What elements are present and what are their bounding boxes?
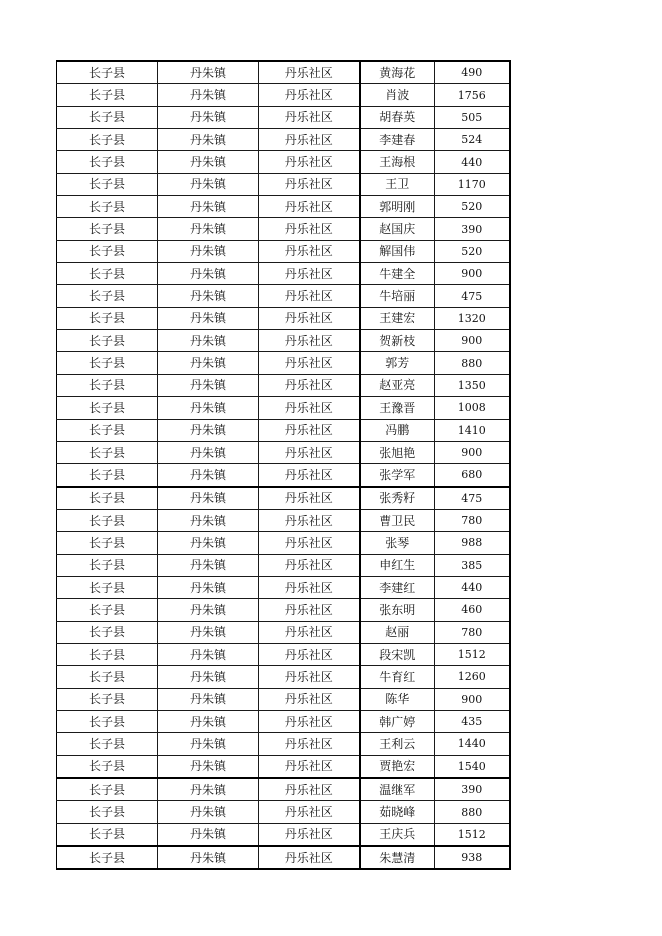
person-name-cell: 胡春英 [360, 106, 435, 128]
county-cell: 长子县 [57, 129, 158, 151]
community-cell: 丹乐社区 [259, 576, 360, 598]
table-row [57, 397, 510, 419]
town-cell: 丹朱镇 [158, 643, 259, 665]
table-row [57, 285, 510, 307]
town-cell: 丹朱镇 [158, 666, 259, 688]
person-name-cell: 李建红 [360, 576, 435, 598]
community-cell: 丹乐社区 [259, 397, 360, 419]
person-name-cell: 李建春 [360, 129, 435, 151]
county-cell: 长子县 [57, 576, 158, 598]
person-name-cell: 茹晓峰 [360, 801, 435, 823]
table-row [57, 733, 510, 755]
county-cell: 长子县 [57, 441, 158, 463]
town-cell: 丹朱镇 [158, 464, 259, 487]
town-cell: 丹朱镇 [158, 61, 259, 84]
person-name-cell: 曹卫民 [360, 509, 435, 531]
community-cell: 丹乐社区 [259, 218, 360, 240]
community-cell: 丹乐社区 [259, 464, 360, 487]
person-name-cell: 王利云 [360, 733, 435, 755]
amount-cell: 880 [435, 352, 510, 374]
community-cell: 丹乐社区 [259, 307, 360, 329]
table-row [57, 151, 510, 173]
community-cell: 丹乐社区 [259, 419, 360, 441]
person-name-cell: 韩广婷 [360, 710, 435, 732]
town-cell: 丹朱镇 [158, 441, 259, 463]
town-cell: 丹朱镇 [158, 151, 259, 173]
county-cell: 长子县 [57, 419, 158, 441]
amount-cell: 440 [435, 576, 510, 598]
person-name-cell: 张琴 [360, 532, 435, 554]
town-cell: 丹朱镇 [158, 196, 259, 218]
table-row [57, 823, 510, 846]
person-name-cell: 张学军 [360, 464, 435, 487]
amount-cell: 490 [435, 61, 510, 84]
community-cell: 丹乐社区 [259, 106, 360, 128]
table-row [57, 509, 510, 531]
town-cell: 丹朱镇 [158, 599, 259, 621]
amount-cell: 900 [435, 688, 510, 710]
person-name-cell: 赵国庆 [360, 218, 435, 240]
county-cell: 长子县 [57, 487, 158, 510]
town-cell: 丹朱镇 [158, 621, 259, 643]
table-row [57, 84, 510, 106]
amount-cell: 524 [435, 129, 510, 151]
amount-cell: 880 [435, 801, 510, 823]
amount-cell: 680 [435, 464, 510, 487]
county-cell: 长子县 [57, 733, 158, 755]
county-cell: 长子县 [57, 599, 158, 621]
amount-cell: 1410 [435, 419, 510, 441]
county-cell: 长子县 [57, 61, 158, 84]
table-row [57, 263, 510, 285]
table-row [57, 755, 510, 778]
town-cell: 丹朱镇 [158, 755, 259, 778]
person-name-cell: 赵亚亮 [360, 374, 435, 396]
town-cell: 丹朱镇 [158, 509, 259, 531]
table-row [57, 61, 510, 84]
amount-cell: 900 [435, 330, 510, 352]
amount-cell: 435 [435, 710, 510, 732]
table-row [57, 240, 510, 262]
community-cell: 丹乐社区 [259, 173, 360, 195]
town-cell: 丹朱镇 [158, 263, 259, 285]
community-cell: 丹乐社区 [259, 801, 360, 823]
table-row [57, 554, 510, 576]
person-name-cell: 陈华 [360, 688, 435, 710]
person-name-cell: 牛育红 [360, 666, 435, 688]
town-cell: 丹朱镇 [158, 554, 259, 576]
person-name-cell: 贺新枝 [360, 330, 435, 352]
county-cell: 长子县 [57, 755, 158, 778]
amount-cell: 390 [435, 218, 510, 240]
county-cell: 长子县 [57, 710, 158, 732]
table-row [57, 688, 510, 710]
table-row [57, 487, 510, 510]
amount-cell: 1170 [435, 173, 510, 195]
table-row [57, 710, 510, 732]
person-name-cell: 解国伟 [360, 240, 435, 262]
county-cell: 长子县 [57, 196, 158, 218]
amount-cell: 1440 [435, 733, 510, 755]
amount-cell: 440 [435, 151, 510, 173]
town-cell: 丹朱镇 [158, 778, 259, 801]
person-name-cell: 牛培丽 [360, 285, 435, 307]
county-cell: 长子县 [57, 801, 158, 823]
table-row [57, 778, 510, 801]
town-cell: 丹朱镇 [158, 733, 259, 755]
town-cell: 丹朱镇 [158, 106, 259, 128]
table-row [57, 846, 510, 869]
town-cell: 丹朱镇 [158, 129, 259, 151]
amount-cell: 390 [435, 778, 510, 801]
town-cell: 丹朱镇 [158, 374, 259, 396]
county-cell: 长子县 [57, 621, 158, 643]
community-cell: 丹乐社区 [259, 823, 360, 846]
county-cell: 长子县 [57, 846, 158, 869]
county-cell: 长子县 [57, 554, 158, 576]
person-name-cell: 贾艳宏 [360, 755, 435, 778]
person-name-cell: 郭芳 [360, 352, 435, 374]
table-row [57, 666, 510, 688]
community-cell: 丹乐社区 [259, 846, 360, 869]
amount-cell: 520 [435, 240, 510, 262]
table-row [57, 532, 510, 554]
amount-cell: 938 [435, 846, 510, 869]
person-name-cell: 王豫晋 [360, 397, 435, 419]
county-cell: 长子县 [57, 330, 158, 352]
table-body [57, 61, 510, 869]
town-cell: 丹朱镇 [158, 330, 259, 352]
person-name-cell: 朱慧清 [360, 846, 435, 869]
table-row [57, 441, 510, 463]
county-cell: 长子县 [57, 84, 158, 106]
county-cell: 长子县 [57, 778, 158, 801]
table-row [57, 576, 510, 598]
county-cell: 长子县 [57, 532, 158, 554]
person-name-cell: 张秀籽 [360, 487, 435, 510]
person-name-cell: 申红生 [360, 554, 435, 576]
table-row [57, 352, 510, 374]
amount-cell: 1320 [435, 307, 510, 329]
person-name-cell: 牛建全 [360, 263, 435, 285]
person-name-cell: 郭明刚 [360, 196, 435, 218]
amount-cell: 475 [435, 285, 510, 307]
town-cell: 丹朱镇 [158, 419, 259, 441]
person-name-cell: 赵丽 [360, 621, 435, 643]
county-cell: 长子县 [57, 643, 158, 665]
county-cell: 长子县 [57, 509, 158, 531]
person-name-cell: 王卫 [360, 173, 435, 195]
person-name-cell: 王庆兵 [360, 823, 435, 846]
amount-cell: 900 [435, 263, 510, 285]
community-cell: 丹乐社区 [259, 554, 360, 576]
table-row [57, 330, 510, 352]
community-cell: 丹乐社区 [259, 263, 360, 285]
person-name-cell: 温继军 [360, 778, 435, 801]
county-cell: 长子县 [57, 374, 158, 396]
community-cell: 丹乐社区 [259, 755, 360, 778]
town-cell: 丹朱镇 [158, 173, 259, 195]
amount-cell: 475 [435, 487, 510, 510]
town-cell: 丹朱镇 [158, 285, 259, 307]
table-row [57, 307, 510, 329]
county-cell: 长子县 [57, 464, 158, 487]
county-cell: 长子县 [57, 151, 158, 173]
town-cell: 丹朱镇 [158, 846, 259, 869]
table-row [57, 419, 510, 441]
town-cell: 丹朱镇 [158, 823, 259, 846]
county-cell: 长子县 [57, 285, 158, 307]
community-cell: 丹乐社区 [259, 688, 360, 710]
table-row [57, 801, 510, 823]
person-name-cell: 冯鹏 [360, 419, 435, 441]
county-cell: 长子县 [57, 823, 158, 846]
community-cell: 丹乐社区 [259, 352, 360, 374]
community-cell: 丹乐社区 [259, 330, 360, 352]
town-cell: 丹朱镇 [158, 218, 259, 240]
person-name-cell: 王建宏 [360, 307, 435, 329]
table-row [57, 464, 510, 487]
community-cell: 丹乐社区 [259, 240, 360, 262]
table-row [57, 643, 510, 665]
town-cell: 丹朱镇 [158, 240, 259, 262]
amount-cell: 520 [435, 196, 510, 218]
town-cell: 丹朱镇 [158, 532, 259, 554]
table-row [57, 196, 510, 218]
county-cell: 长子县 [57, 240, 158, 262]
table-row [57, 599, 510, 621]
county-cell: 长子县 [57, 307, 158, 329]
town-cell: 丹朱镇 [158, 576, 259, 598]
data-table [56, 60, 511, 870]
county-cell: 长子县 [57, 666, 158, 688]
amount-cell: 1512 [435, 823, 510, 846]
amount-cell: 385 [435, 554, 510, 576]
community-cell: 丹乐社区 [259, 61, 360, 84]
amount-cell: 1350 [435, 374, 510, 396]
county-cell: 长子县 [57, 173, 158, 195]
table-row [57, 106, 510, 128]
person-name-cell: 段宋凯 [360, 643, 435, 665]
town-cell: 丹朱镇 [158, 710, 259, 732]
amount-cell: 1540 [435, 755, 510, 778]
amount-cell: 780 [435, 509, 510, 531]
person-name-cell: 王海根 [360, 151, 435, 173]
community-cell: 丹乐社区 [259, 285, 360, 307]
community-cell: 丹乐社区 [259, 733, 360, 755]
amount-cell: 1512 [435, 643, 510, 665]
town-cell: 丹朱镇 [158, 84, 259, 106]
person-name-cell: 黄海花 [360, 61, 435, 84]
town-cell: 丹朱镇 [158, 307, 259, 329]
community-cell: 丹乐社区 [259, 151, 360, 173]
county-cell: 长子县 [57, 397, 158, 419]
amount-cell: 460 [435, 599, 510, 621]
town-cell: 丹朱镇 [158, 397, 259, 419]
table-row [57, 129, 510, 151]
community-cell: 丹乐社区 [259, 84, 360, 106]
amount-cell: 900 [435, 441, 510, 463]
community-cell: 丹乐社区 [259, 129, 360, 151]
town-cell: 丹朱镇 [158, 688, 259, 710]
amount-cell: 1756 [435, 84, 510, 106]
community-cell: 丹乐社区 [259, 441, 360, 463]
table-row [57, 621, 510, 643]
community-cell: 丹乐社区 [259, 621, 360, 643]
community-cell: 丹乐社区 [259, 710, 360, 732]
amount-cell: 505 [435, 106, 510, 128]
community-cell: 丹乐社区 [259, 509, 360, 531]
community-cell: 丹乐社区 [259, 374, 360, 396]
community-cell: 丹乐社区 [259, 666, 360, 688]
town-cell: 丹朱镇 [158, 487, 259, 510]
amount-cell: 1008 [435, 397, 510, 419]
community-cell: 丹乐社区 [259, 532, 360, 554]
person-name-cell: 张东明 [360, 599, 435, 621]
town-cell: 丹朱镇 [158, 801, 259, 823]
amount-cell: 1260 [435, 666, 510, 688]
community-cell: 丹乐社区 [259, 643, 360, 665]
community-cell: 丹乐社区 [259, 778, 360, 801]
amount-cell: 780 [435, 621, 510, 643]
county-cell: 长子县 [57, 263, 158, 285]
community-cell: 丹乐社区 [259, 196, 360, 218]
county-cell: 长子县 [57, 352, 158, 374]
table-row [57, 374, 510, 396]
county-cell: 长子县 [57, 106, 158, 128]
county-cell: 长子县 [57, 688, 158, 710]
table-row [57, 173, 510, 195]
person-name-cell: 肖波 [360, 84, 435, 106]
community-cell: 丹乐社区 [259, 487, 360, 510]
community-cell: 丹乐社区 [259, 599, 360, 621]
amount-cell: 988 [435, 532, 510, 554]
county-cell: 长子县 [57, 218, 158, 240]
person-name-cell: 张旭艳 [360, 441, 435, 463]
table-row [57, 218, 510, 240]
town-cell: 丹朱镇 [158, 352, 259, 374]
